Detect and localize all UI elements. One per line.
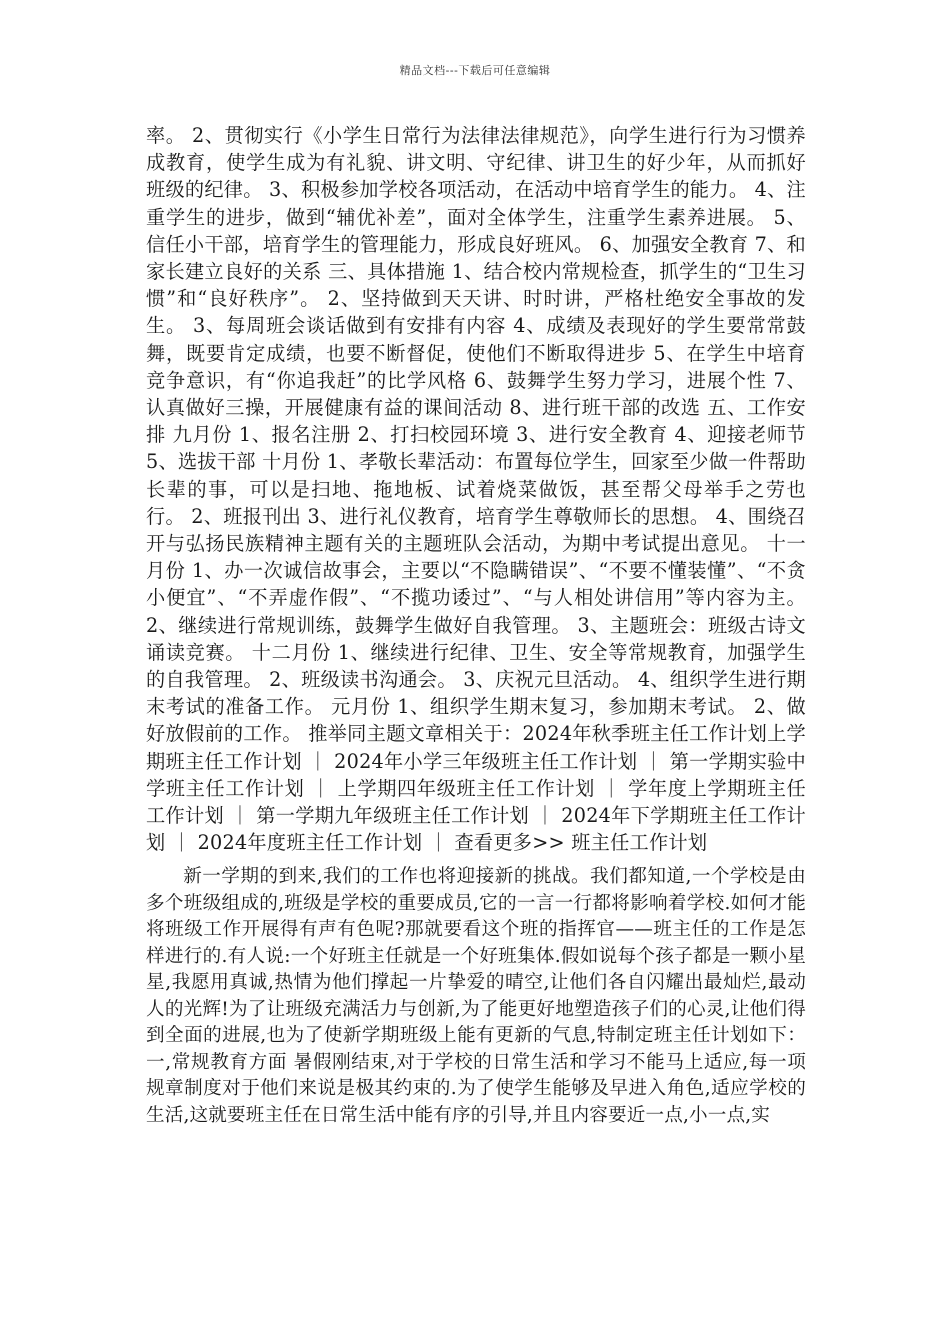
page-header: 精品文档---下载后可任意编辑 bbox=[399, 64, 551, 77]
body-paragraph-1: 率。 2、贯彻实行《小学生日常行为法律法律规范》，向学生进行行为习惯养成教育，使学生成为有礼貌、讲文明、守纪律、讲卫生的好少年，从而抓好班级的纪律。 3、积极参加学校各项活动，在活动中培育学生的能力。 4、注重学生的进步，做到“辅优补差”，面对全体学生，注重学生素养进展。 5、信任小干部，培育学生的管理能力，形成良好班风。 6、加强安全教育 7、和家长建立良好的关系 三、具体措施 1、结合校内常规检查，抓学生的“卫生习惯”和“良好秩序”。 2、坚持做到天天讲、时时讲，严格杜绝安全事故的发生。 3、每周班会谈话做到有安排有内容 4、成绩及表现好的学生要常常鼓舞，既要肯定成绩，也要不断督促，使他们不断取得进步 5、在学生中培育竞争意识，有“你追我赶”的比学风格 6、鼓舞学生努力学习，进展个性 7、认真做好三操，开展健康有益的课间活动 8、进行班干部的改选 五、工作安排 九月份 1、报名注册 2、打扫校园环境 3、进行安全教育 4、迎接老师节 5、选拔干部 十月份 1、孝敬长辈活动：布置每位学生，回家至少做一件帮助长辈的事，可以是扫地、拖地板、试着烧菜做饭，甚至帮父母举手之劳也行。 2、班报刊出 3、进行礼仪教育，培育学生尊敬师长的思想。 4、围绕召开与弘扬民族精神主题有关的主题班队会活动，为期中考试提出意见。 十一月份 1、办一次诚信故事会，主要以“不隐瞒错误”、“不要不懂装懂”、“不贪小便宜”、“不弄虚作假”、“不揽功诿过”、“与人相处讲信用”等内容为主。 2、继续进行常规训练，鼓舞学生做好自我管理。 3、主题班会：班级古诗文诵读竞赛。 十二月份 1、继续进行纪律、卫生、安全等常规教育，加强学生的自我管理。 2、班级读书沟通会。 3、庆祝元旦活动。 4、组织学生进行期末考试的准备工作。 元月份 1、组织学生期末复习，参加期末考试。 2、做好放假前的工作。 推举同主题文章相关于：2024年秋季班主任工作计划上学期班主任工作计划 ｜ 2024年小学三年级班主任工作计划 ｜ 第一学期实验中学班主任工作计划 ｜ 上学期四年级班主任工作计划 ｜ 学年度上学期班主任工作计划 ｜ 第一学期九年级班主任工作计划 ｜ 2024年下学期班主任工作计划 ｜ 2024年度班主任工作计划 ｜ 查看更多>> 班主任工作计划 bbox=[146, 124, 806, 855]
body-paragraph-2: 新一学期的到来,我们的工作也将迎接新的挑战。我们都知道,一个学校是由多个班级组成的,班级是学校的重要成员,它的一言一行都将影响着学校.如何才能将班级工作开展得有声有色呢?那就要看这个班的指挥官——班主任的工作是怎样进行的.有人说:一个好班主任就是一个好班集体.假如说每个孩子都是一颗小星星,我愿用真诚,热情为他们撑起一片挚爱的晴空,让他们各自闪耀出最灿烂,最动人的光辉!为了让班级充满活力与创新,为了能更好地塑造孩子们的心灵,让他们得到全面的进展,也为了使新学期班级上能有更新的气息,特制定班主任计划如下： 一,常规教育方面 暑假刚结束,对于学校的日常生活和学习不能马上适应,每一项规章制度对于他们来说是极其约束的.为了使学生能够及早进入角色,适应学校的生活,这就要班主任在日常生活中能有序的引导,并且内容要近一点,小一点,实 bbox=[146, 866, 806, 1126]
